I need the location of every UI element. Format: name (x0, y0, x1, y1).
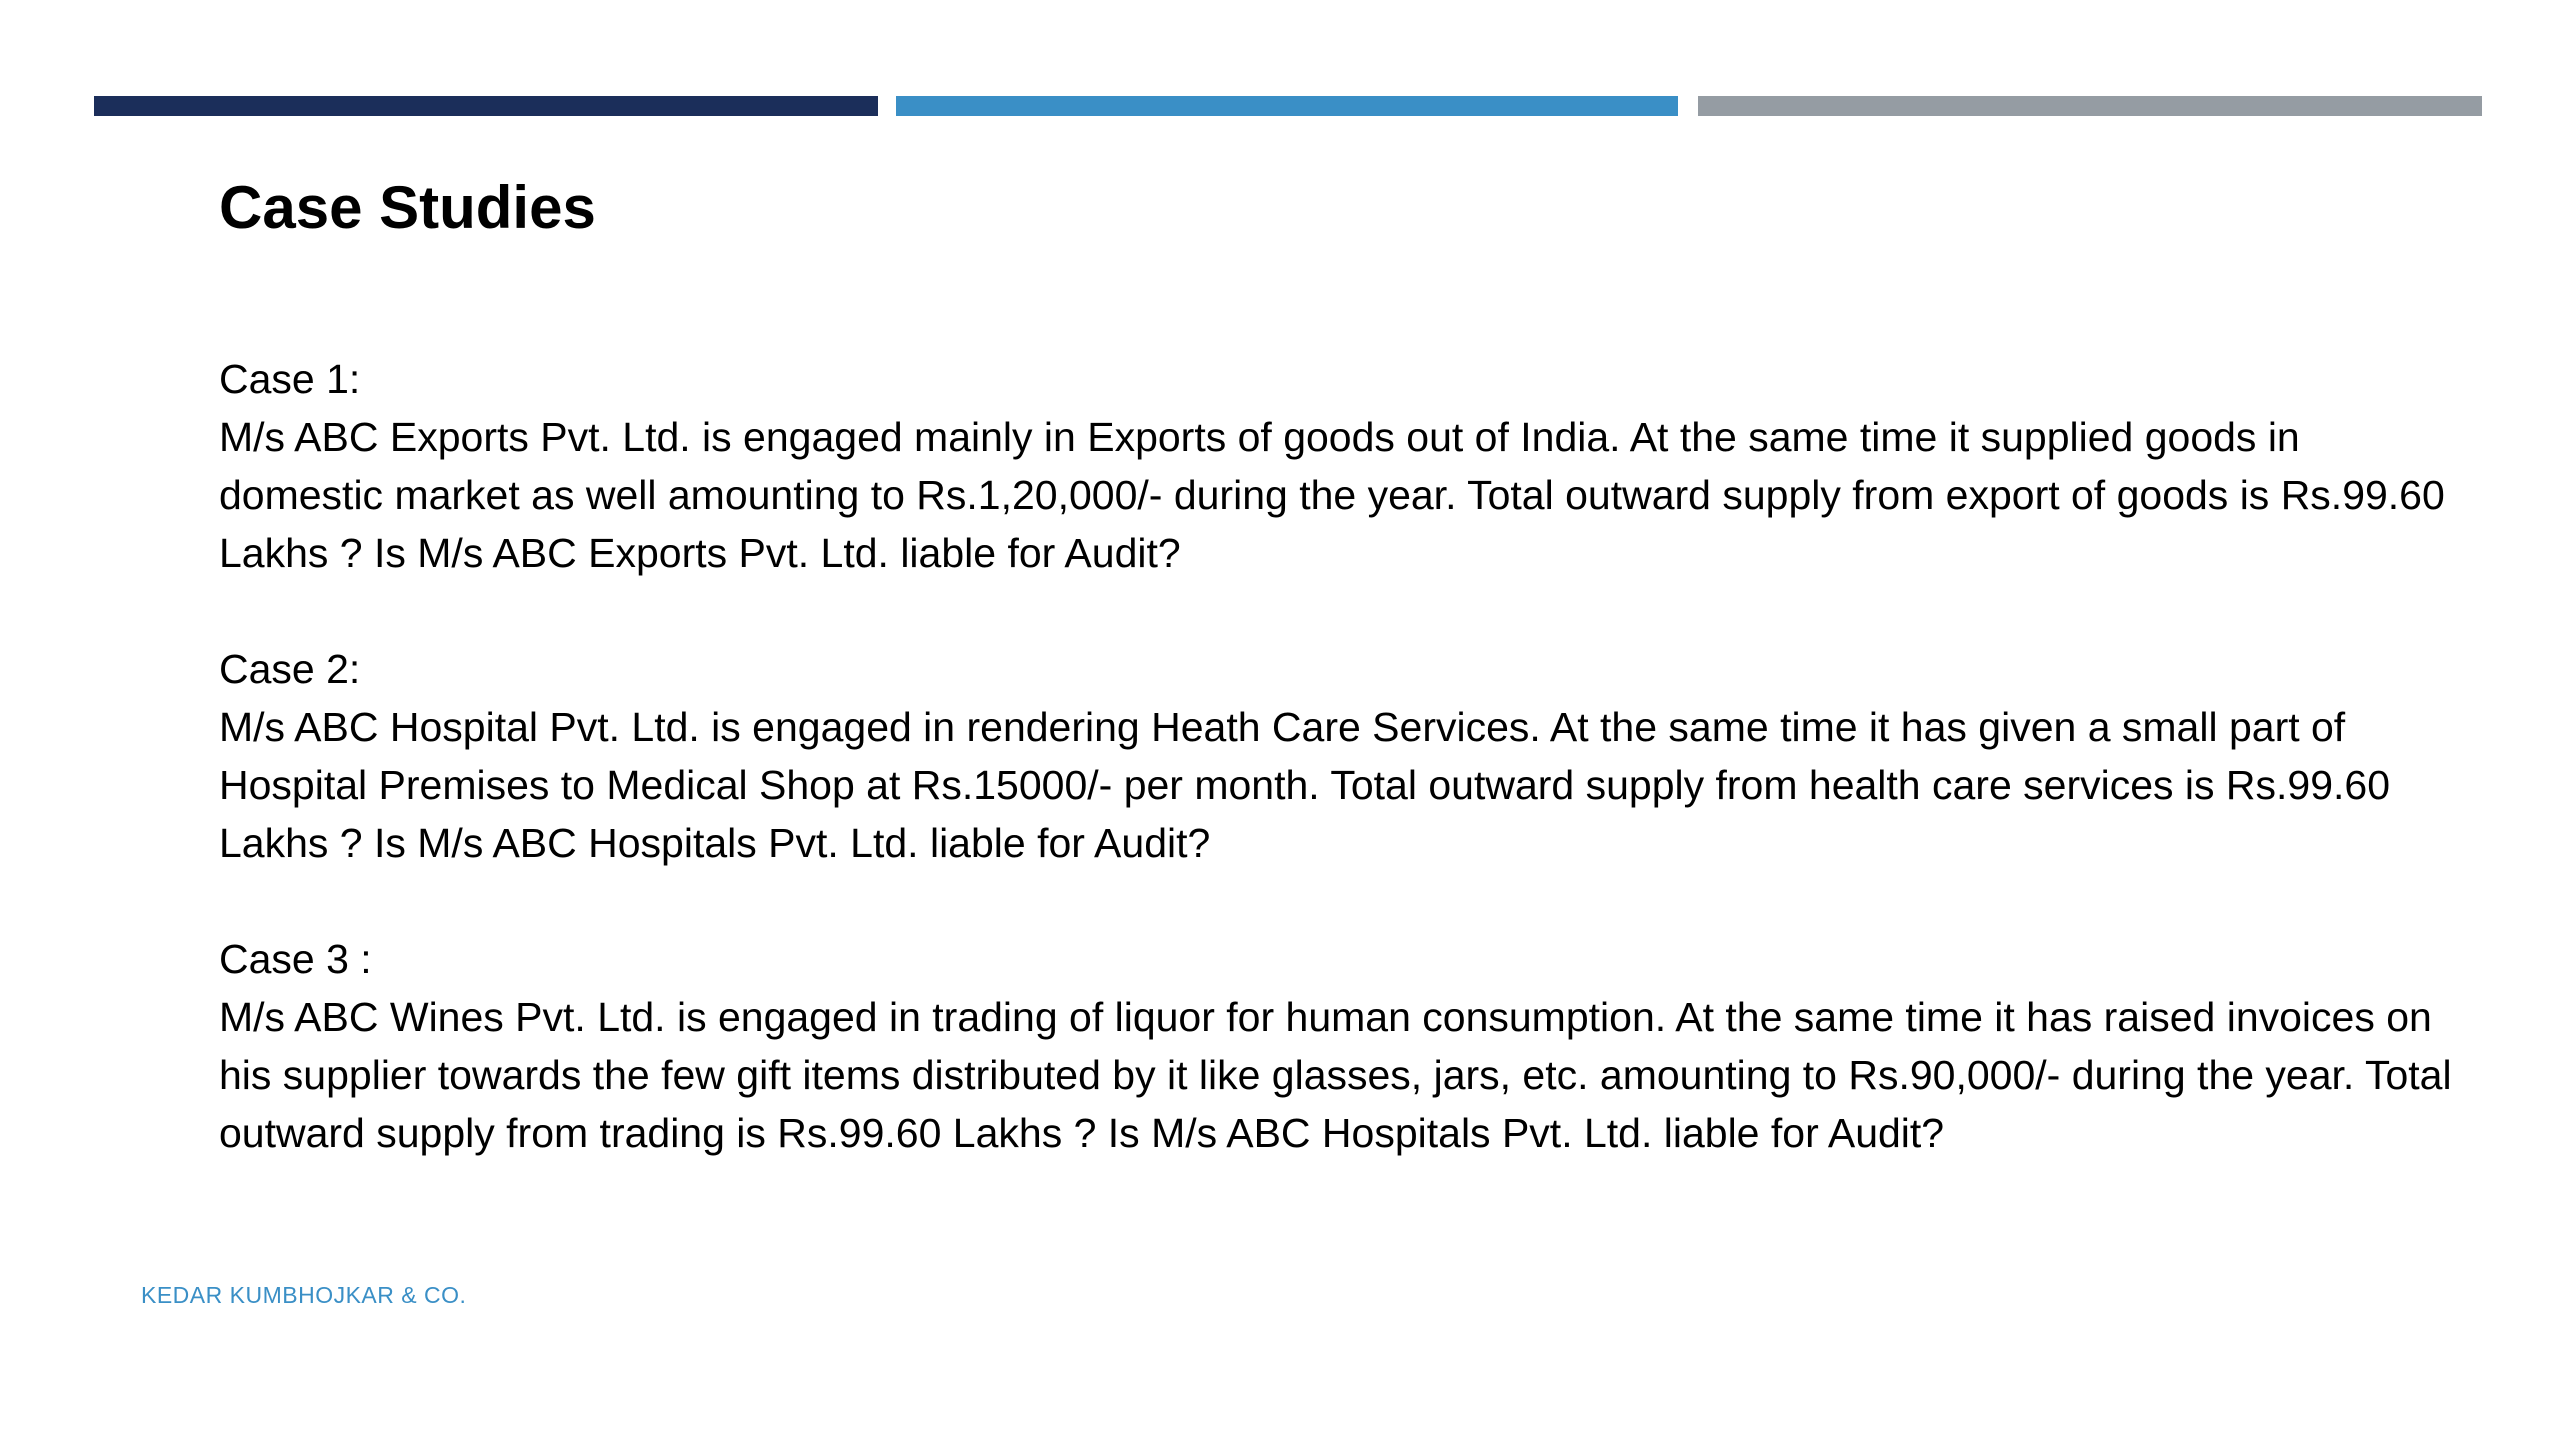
case-3-label: Case 3 : (219, 936, 372, 982)
case-3 (219, 930, 2459, 1162)
case-1 (219, 350, 2459, 582)
case-1-label: Case 1: (219, 356, 361, 402)
header-bar-dark-navy (94, 96, 878, 116)
header-bar-blue (896, 96, 1678, 116)
footer-company-name: KEDAR KUMBHOJKAR & CO. (141, 1282, 467, 1308)
case-1-text: M/s ABC Exports Pvt. Ltd. is engaged mainly in Exports of goods out of India. At the same time it supplied goods in domestic market as well amounting to Rs.1,20,000/- during the year. Total outward supply from export of goods is Rs.99.60 Lakhs ? Is M/s ABC Exports Pvt. Ltd. liable for Audit? (219, 414, 2445, 576)
header-bar-gray (1698, 96, 2482, 116)
case-2-text: M/s ABC Hospital Pvt. Ltd. is engaged in rendering Heath Care Services. At the same time it has given a small part of Hospital Premises to Medical Shop at Rs.15000/- per month. Total outward supply from health care services is Rs.99.60 Lakhs ? Is M/s ABC Hospitals Pvt. Ltd. liable for Audit? (219, 704, 2390, 866)
case-2-label: Case 2: (219, 646, 361, 692)
slide-title: Case Studies (219, 174, 596, 241)
case-2 (219, 640, 2459, 872)
case-3-text: M/s ABC Wines Pvt. Ltd. is engaged in trading of liquor for human consumption. At the same time it has raised invoices on his supplier towards the few gift items distributed by it like glasses, jars, etc. amounting to Rs.90,000/- during the year. Total outward supply from trading is Rs.99.60 Lakhs ? Is M/s ABC Hospitals Pvt. Ltd. liable for Audit? (219, 994, 2452, 1156)
case-list (219, 350, 2459, 1220)
